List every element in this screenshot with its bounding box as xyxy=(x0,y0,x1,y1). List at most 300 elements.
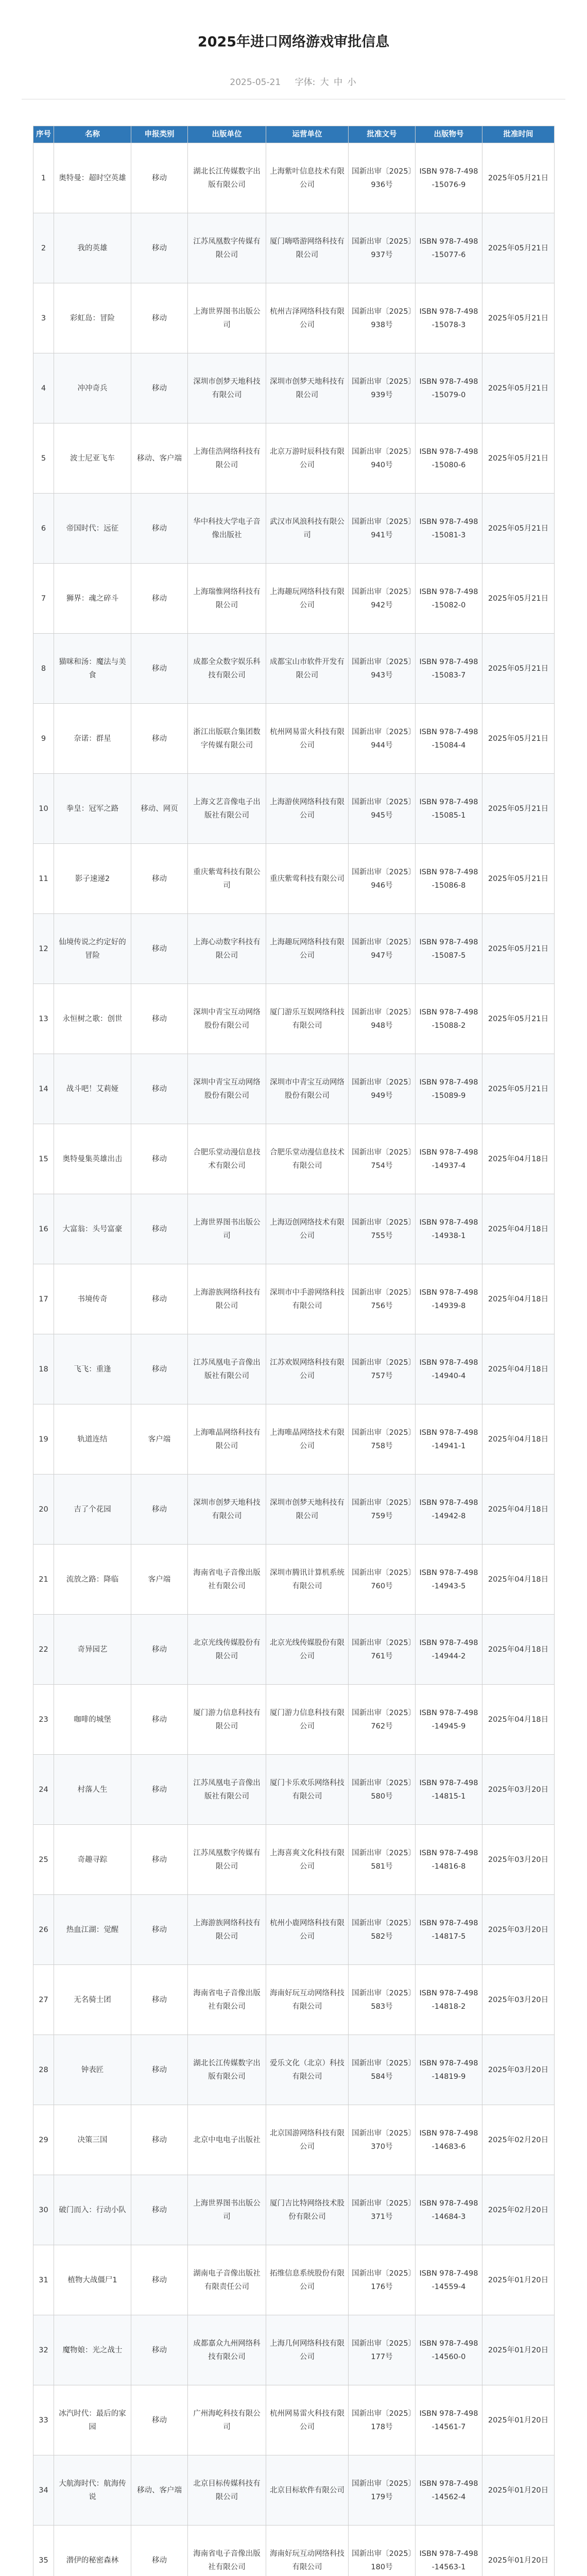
font-size-control xyxy=(294,77,357,88)
cell-col-name: 拳皇：冠军之路 xyxy=(54,774,131,844)
cell-col-category: 移动 xyxy=(131,1965,188,2035)
cell-col-publisher: 深圳市创梦天地科技有限公司 xyxy=(188,1475,266,1545)
cell-col-isbn: ISBN 978-7-498-14561-7 xyxy=(416,2385,482,2455)
table-row xyxy=(33,634,555,704)
table-row xyxy=(33,143,555,213)
cell-col-name: 战斗吧！艾莉娅 xyxy=(54,1054,131,1124)
cell-col-isbn: ISBN 978-7-498-14939-8 xyxy=(416,1264,482,1334)
cell-col-publisher: 湖南电子音像出版社有限责任公司 xyxy=(188,2245,266,2315)
cell-col-isbn: ISBN 978-7-498-14938-1 xyxy=(416,1194,482,1264)
header-col-category: 申报类别 xyxy=(131,126,188,143)
cell-col-approval-date: 2025年05月21日 xyxy=(482,984,555,1054)
cell-col-category: 移动 xyxy=(131,984,188,1054)
cell-col-name: 村落人生 xyxy=(54,1755,131,1825)
cell-col-operator: 北京光线传媒股份有限公司 xyxy=(266,1615,349,1685)
cell-col-name: 飞飞：重逢 xyxy=(54,1334,131,1404)
cell-col-name: 仙境传说之约定好的冒险 xyxy=(54,914,131,984)
table-row xyxy=(33,2455,555,2526)
cell-col-approval-no: 国新出审〔2025〕179号 xyxy=(349,2455,416,2526)
cell-col-isbn: ISBN 978-7-498-15088-2 xyxy=(416,984,482,1054)
table-row xyxy=(33,1965,555,2035)
publish-date: 2025-05-21 xyxy=(230,77,281,88)
cell-col-operator: 北京国游网络科技有限公司 xyxy=(266,2105,349,2175)
cell-col-name: 钟表匠 xyxy=(54,2035,131,2105)
cell-col-name: 帝国时代：远征 xyxy=(54,494,131,564)
table-row xyxy=(33,2385,555,2455)
cell-col-isbn: ISBN 978-7-498-15077-6 xyxy=(416,213,482,283)
cell-col-operator: 深圳市中青宝互动网络股份有限公司 xyxy=(266,1054,349,1124)
cell-col-approval-no: 国新出审〔2025〕942号 xyxy=(349,564,416,634)
font-size-large-button[interactable]: 大 xyxy=(320,77,329,88)
header-col-operator: 运营单位 xyxy=(266,126,349,143)
cell-col-publisher: 上海心动数字科技有限公司 xyxy=(188,914,266,984)
cell-col-isbn: ISBN 978-7-498-14562-4 xyxy=(416,2455,482,2526)
cell-col-isbn: ISBN 978-7-498-15078-3 xyxy=(416,283,482,353)
cell-col-isbn: ISBN 978-7-498-14941-1 xyxy=(416,1404,482,1475)
table-row xyxy=(33,1264,555,1334)
cell-col-category: 移动 xyxy=(131,564,188,634)
cell-col-name: 波士尼亚飞车 xyxy=(54,423,131,494)
cell-col-approval-date: 2025年03月20日 xyxy=(482,2035,555,2105)
font-size-small-button[interactable]: 小 xyxy=(347,77,356,88)
cell-col-category: 移动 xyxy=(131,914,188,984)
cell-col-index: 14 xyxy=(33,1054,54,1124)
cell-col-publisher: 江苏凤凰电子音像出版社有限公司 xyxy=(188,1755,266,1825)
cell-col-index: 10 xyxy=(33,774,54,844)
cell-col-operator: 深圳市腾讯计算机系统有限公司 xyxy=(266,1545,349,1615)
cell-col-category: 移动 xyxy=(131,2245,188,2315)
cell-col-publisher: 湖北长江传媒数字出版有限公司 xyxy=(188,2035,266,2105)
cell-col-approval-no: 国新出审〔2025〕757号 xyxy=(349,1334,416,1404)
cell-col-name: 大富翁：头号富豪 xyxy=(54,1194,131,1264)
cell-col-index: 35 xyxy=(33,2526,54,2576)
cell-col-isbn: ISBN 978-7-498-14684-3 xyxy=(416,2175,482,2245)
cell-col-approval-date: 2025年05月21日 xyxy=(482,213,555,283)
cell-col-name: 流放之路：降临 xyxy=(54,1545,131,1615)
cell-col-name: 奥特曼集英雄出击 xyxy=(54,1124,131,1194)
cell-col-name: 冰汽时代：最后的家园 xyxy=(54,2385,131,2455)
cell-col-index: 22 xyxy=(33,1615,54,1685)
cell-col-index: 25 xyxy=(33,1825,54,1895)
table-row xyxy=(33,283,555,353)
cell-col-approval-no: 国新出审〔2025〕755号 xyxy=(349,1194,416,1264)
cell-col-approval-date: 2025年03月20日 xyxy=(482,1895,555,1965)
cell-col-category: 移动 xyxy=(131,1054,188,1124)
cell-col-operator: 厦门游力信息科技有限公司 xyxy=(266,1685,349,1755)
cell-col-isbn: ISBN 978-7-498-15085-1 xyxy=(416,774,482,844)
cell-col-operator: 上海游侠网络科技有限公司 xyxy=(266,774,349,844)
table-row xyxy=(33,1825,555,1895)
cell-col-index: 12 xyxy=(33,914,54,984)
cell-col-name: 大航海时代：航海传说 xyxy=(54,2455,131,2526)
cell-col-category: 移动、客户端 xyxy=(131,423,188,494)
article-page xyxy=(0,9,587,2571)
cell-col-approval-date: 2025年01月20日 xyxy=(482,2315,555,2385)
cell-col-approval-date: 2025年05月21日 xyxy=(482,774,555,844)
cell-col-name: 魔物娘：光之战士 xyxy=(54,2315,131,2385)
cell-col-index: 3 xyxy=(33,283,54,353)
cell-col-publisher: 海南省电子音像出版社有限公司 xyxy=(188,1965,266,2035)
cell-col-approval-no: 国新出审〔2025〕938号 xyxy=(349,283,416,353)
cell-col-approval-no: 国新出审〔2025〕945号 xyxy=(349,774,416,844)
cell-col-publisher: 深圳中青宝互动网络股份有限公司 xyxy=(188,984,266,1054)
header-col-index: 序号 xyxy=(33,126,54,143)
cell-col-isbn: ISBN 978-7-498-15081-3 xyxy=(416,494,482,564)
cell-col-approval-no: 国新出审〔2025〕937号 xyxy=(349,213,416,283)
cell-col-approval-date: 2025年05月21日 xyxy=(482,143,555,213)
cell-col-publisher: 江苏凤凰数字传媒有限公司 xyxy=(188,1825,266,1895)
cell-col-approval-no: 国新出审〔2025〕761号 xyxy=(349,1615,416,1685)
cell-col-approval-date: 2025年05月21日 xyxy=(482,704,555,774)
cell-col-index: 6 xyxy=(33,494,54,564)
cell-col-category: 移动 xyxy=(131,704,188,774)
cell-col-operator: 厦门吉比特网络技术股份有限公司 xyxy=(266,2175,349,2245)
cell-col-name: 热血江湖：觉醒 xyxy=(54,1895,131,1965)
cell-col-operator: 北京万游时辰科技有限公司 xyxy=(266,423,349,494)
header-col-isbn: 出版物号 xyxy=(416,126,482,143)
table-row xyxy=(33,2245,555,2315)
table-row xyxy=(33,1124,555,1194)
table-row xyxy=(33,1615,555,1685)
cell-col-publisher: 成都嘉众九州网络科技有限公司 xyxy=(188,2315,266,2385)
cell-col-operator: 厦门卡乐欢乐网络科技有限公司 xyxy=(266,1755,349,1825)
cell-col-approval-no: 国新出审〔2025〕948号 xyxy=(349,984,416,1054)
table-row xyxy=(33,2105,555,2175)
cell-col-approval-no: 国新出审〔2025〕582号 xyxy=(349,1895,416,1965)
cell-col-isbn: ISBN 978-7-498-15076-9 xyxy=(416,143,482,213)
cell-col-isbn: ISBN 978-7-498-15083-7 xyxy=(416,634,482,704)
cell-col-publisher: 北京中电电子出版社 xyxy=(188,2105,266,2175)
cell-col-name: 无名骑士团 xyxy=(54,1965,131,2035)
table-row xyxy=(33,1545,555,1615)
cell-col-approval-no: 国新出审〔2025〕758号 xyxy=(349,1404,416,1475)
cell-col-publisher: 深圳中青宝互动网络股份有限公司 xyxy=(188,1054,266,1124)
header-col-publisher: 出版单位 xyxy=(188,126,266,143)
table-row xyxy=(33,1404,555,1475)
cell-col-operator: 上海迈创网络技术有限公司 xyxy=(266,1194,349,1264)
cell-col-publisher: 上海瑞惟网络科技有限公司 xyxy=(188,564,266,634)
cell-col-approval-date: 2025年05月21日 xyxy=(482,1054,555,1124)
cell-col-index: 33 xyxy=(33,2385,54,2455)
cell-col-operator: 杭州小鹿网络科技有限公司 xyxy=(266,1895,349,1965)
cell-col-approval-date: 2025年04月18日 xyxy=(482,1615,555,1685)
cell-col-category: 移动 xyxy=(131,1755,188,1825)
cell-col-index: 19 xyxy=(33,1404,54,1475)
cell-col-name: 书境传奇 xyxy=(54,1264,131,1334)
cell-col-approval-no: 国新出审〔2025〕946号 xyxy=(349,844,416,914)
table-row xyxy=(33,1194,555,1264)
cell-col-category: 移动 xyxy=(131,1475,188,1545)
cell-col-isbn: ISBN 978-7-498-14943-5 xyxy=(416,1545,482,1615)
cell-col-approval-no: 国新出审〔2025〕936号 xyxy=(349,143,416,213)
cell-col-isbn: ISBN 978-7-498-14940-4 xyxy=(416,1334,482,1404)
table-row xyxy=(33,2526,555,2576)
font-size-label: 字体: xyxy=(295,77,316,88)
article-meta xyxy=(0,72,587,93)
cell-col-name: 影子速递2 xyxy=(54,844,131,914)
cell-col-publisher: 浙江出版联合集团数字传媒有限公司 xyxy=(188,704,266,774)
cell-col-publisher: 上海佳浩网络科技有限公司 xyxy=(188,423,266,494)
cell-col-approval-no: 国新出审〔2025〕944号 xyxy=(349,704,416,774)
cell-col-operator: 拓维信息系统股份有限公司 xyxy=(266,2245,349,2315)
cell-col-approval-no: 国新出审〔2025〕756号 xyxy=(349,1264,416,1334)
cell-col-index: 32 xyxy=(33,2315,54,2385)
cell-col-index: 31 xyxy=(33,2245,54,2315)
cell-col-operator: 厦门游乐互娱网络科技有限公司 xyxy=(266,984,349,1054)
cell-col-operator: 上海唯晶网络技术有限公司 xyxy=(266,1404,349,1475)
table-row xyxy=(33,704,555,774)
cell-col-approval-no: 国新出审〔2025〕583号 xyxy=(349,1965,416,2035)
cell-col-approval-no: 国新出审〔2025〕370号 xyxy=(349,2105,416,2175)
cell-col-approval-date: 2025年01月20日 xyxy=(482,2455,555,2526)
cell-col-index: 16 xyxy=(33,1194,54,1264)
cell-col-isbn: ISBN 978-7-498-14816-8 xyxy=(416,1825,482,1895)
cell-col-index: 23 xyxy=(33,1685,54,1755)
cell-col-publisher: 华中科技大学电子音像出版社 xyxy=(188,494,266,564)
cell-col-name: 永恒树之歌：创世 xyxy=(54,984,131,1054)
cell-col-isbn: ISBN 978-7-498-14944-2 xyxy=(416,1615,482,1685)
cell-col-index: 26 xyxy=(33,1895,54,1965)
cell-col-name: 奈诺：群星 xyxy=(54,704,131,774)
cell-col-approval-date: 2025年05月21日 xyxy=(482,494,555,564)
cell-col-operator: 深圳市中手游网络科技有限公司 xyxy=(266,1264,349,1334)
table-row xyxy=(33,2035,555,2105)
cell-col-index: 29 xyxy=(33,2105,54,2175)
cell-col-index: 4 xyxy=(33,353,54,423)
table-row xyxy=(33,1755,555,1825)
cell-col-publisher: 江苏凤凰数字传媒有限公司 xyxy=(188,213,266,283)
cell-col-approval-date: 2025年05月21日 xyxy=(482,844,555,914)
cell-col-isbn: ISBN 978-7-498-14819-9 xyxy=(416,2035,482,2105)
cell-col-operator: 杭州吉泽网络科技有限公司 xyxy=(266,283,349,353)
table-row xyxy=(33,2315,555,2385)
cell-col-index: 18 xyxy=(33,1334,54,1404)
cell-col-name: 奇异园艺 xyxy=(54,1615,131,1685)
cell-col-approval-date: 2025年05月21日 xyxy=(482,423,555,494)
cell-col-category: 移动 xyxy=(131,213,188,283)
cell-col-index: 2 xyxy=(33,213,54,283)
cell-col-approval-no: 国新出审〔2025〕940号 xyxy=(349,423,416,494)
cell-col-approval-no: 国新出审〔2025〕371号 xyxy=(349,2175,416,2245)
cell-col-name: 咖啡的城堡 xyxy=(54,1685,131,1755)
cell-col-publisher: 上海文艺音像电子出版社有限公司 xyxy=(188,774,266,844)
table-row xyxy=(33,774,555,844)
cell-col-isbn: ISBN 978-7-498-15079-0 xyxy=(416,353,482,423)
cell-col-approval-date: 2025年05月21日 xyxy=(482,353,555,423)
cell-col-approval-date: 2025年01月20日 xyxy=(482,2245,555,2315)
table-header xyxy=(33,126,555,143)
cell-col-approval-date: 2025年04月18日 xyxy=(482,1404,555,1475)
cell-col-publisher: 北京光线传媒股份有限公司 xyxy=(188,1615,266,1685)
cell-col-publisher: 广州海屹科技有限公司 xyxy=(188,2385,266,2455)
cell-col-operator: 爱乐文化（北京）科技有限公司 xyxy=(266,2035,349,2105)
table-row xyxy=(33,1334,555,1404)
cell-col-category: 移动 xyxy=(131,2035,188,2105)
table-row xyxy=(33,984,555,1054)
table-row xyxy=(33,1685,555,1755)
cell-col-isbn: ISBN 978-7-498-15089-9 xyxy=(416,1054,482,1124)
cell-col-name: 潜伊的秘密森林 xyxy=(54,2526,131,2576)
cell-col-approval-no: 国新出审〔2025〕754号 xyxy=(349,1124,416,1194)
cell-col-approval-date: 2025年04月18日 xyxy=(482,1334,555,1404)
cell-col-approval-date: 2025年02月20日 xyxy=(482,2175,555,2245)
cell-col-publisher: 湖北长江传媒数字出版有限公司 xyxy=(188,143,266,213)
cell-col-isbn: ISBN 978-7-498-14683-6 xyxy=(416,2105,482,2175)
cell-col-category: 移动 xyxy=(131,1615,188,1685)
cell-col-index: 34 xyxy=(33,2455,54,2526)
cell-col-approval-date: 2025年02月20日 xyxy=(482,2105,555,2175)
cell-col-category: 移动 xyxy=(131,2315,188,2385)
cell-col-index: 28 xyxy=(33,2035,54,2105)
table-row xyxy=(33,564,555,634)
cell-col-operator: 江苏欢娱网络科技有限公司 xyxy=(266,1334,349,1404)
cell-col-approval-no: 国新出审〔2025〕943号 xyxy=(349,634,416,704)
cell-col-operator: 杭州网易雷火科技有限公司 xyxy=(266,2385,349,2455)
cell-col-category: 移动 xyxy=(131,2385,188,2455)
cell-col-approval-no: 国新出审〔2025〕760号 xyxy=(349,1545,416,1615)
cell-col-isbn: ISBN 978-7-498-15087-5 xyxy=(416,914,482,984)
cell-col-publisher: 深圳市创梦天地科技有限公司 xyxy=(188,353,266,423)
cell-col-index: 1 xyxy=(33,143,54,213)
cell-col-index: 20 xyxy=(33,1475,54,1545)
cell-col-name: 奇趣寻踪 xyxy=(54,1825,131,1895)
cell-col-isbn: ISBN 978-7-498-14815-1 xyxy=(416,1755,482,1825)
font-size-medium-button[interactable]: 中 xyxy=(334,77,343,88)
cell-col-approval-date: 2025年04月18日 xyxy=(482,1685,555,1755)
cell-col-approval-date: 2025年04月18日 xyxy=(482,1264,555,1334)
cell-col-operator: 合肥乐堂动漫信息技术有限公司 xyxy=(266,1124,349,1194)
cell-col-category: 移动 xyxy=(131,1194,188,1264)
cell-col-approval-no: 国新出审〔2025〕947号 xyxy=(349,914,416,984)
cell-col-approval-date: 2025年03月20日 xyxy=(482,1825,555,1895)
cell-col-approval-date: 2025年03月20日 xyxy=(482,1965,555,2035)
cell-col-name: 我的英雄 xyxy=(54,213,131,283)
cell-col-operator: 杭州网易雷火科技有限公司 xyxy=(266,704,349,774)
cell-col-approval-no: 国新出审〔2025〕180号 xyxy=(349,2526,416,2576)
cell-col-operator: 上海趣玩网络科技有限公司 xyxy=(266,564,349,634)
cell-col-operator: 海南好玩互动网络科技有限公司 xyxy=(266,2526,349,2576)
cell-col-index: 5 xyxy=(33,423,54,494)
cell-col-isbn: ISBN 978-7-498-14937-4 xyxy=(416,1124,482,1194)
cell-col-isbn: ISBN 978-7-498-14942-8 xyxy=(416,1475,482,1545)
cell-col-publisher: 海南省电子音像出版社有限公司 xyxy=(188,2526,266,2576)
cell-col-approval-no: 国新出审〔2025〕176号 xyxy=(349,2245,416,2315)
cell-col-operator: 武汉市风浪科技有限公司 xyxy=(266,494,349,564)
cell-col-operator: 成都宝山市软件开发有限公司 xyxy=(266,634,349,704)
cell-col-operator: 海南好玩互动网络科技有限公司 xyxy=(266,1965,349,2035)
cell-col-isbn: ISBN 978-7-498-15084-4 xyxy=(416,704,482,774)
cell-col-publisher: 上海世界图书出版公司 xyxy=(188,283,266,353)
cell-col-index: 15 xyxy=(33,1124,54,1194)
cell-col-approval-date: 2025年04月18日 xyxy=(482,1475,555,1545)
cell-col-approval-no: 国新出审〔2025〕581号 xyxy=(349,1825,416,1895)
cell-col-approval-no: 国新出审〔2025〕580号 xyxy=(349,1755,416,1825)
table-row xyxy=(33,423,555,494)
cell-col-category: 移动 xyxy=(131,2175,188,2245)
cell-col-isbn: ISBN 978-7-498-15082-0 xyxy=(416,564,482,634)
cell-col-index: 8 xyxy=(33,634,54,704)
cell-col-category: 移动 xyxy=(131,2105,188,2175)
cell-col-index: 17 xyxy=(33,1264,54,1334)
cell-col-category: 移动 xyxy=(131,1264,188,1334)
cell-col-approval-date: 2025年05月21日 xyxy=(482,914,555,984)
cell-col-isbn: ISBN 978-7-498-14560-0 xyxy=(416,2315,482,2385)
cell-col-publisher: 江苏凤凰电子音像出版社有限公司 xyxy=(188,1334,266,1404)
cell-col-index: 13 xyxy=(33,984,54,1054)
cell-col-name: 冲冲奇兵 xyxy=(54,353,131,423)
cell-col-category: 移动 xyxy=(131,1124,188,1194)
cell-col-isbn: ISBN 978-7-498-14818-2 xyxy=(416,1965,482,2035)
cell-col-approval-date: 2025年01月20日 xyxy=(482,2385,555,2455)
header-col-name: 名称 xyxy=(54,126,131,143)
cell-col-name: 猫咪和汤：魔法与美食 xyxy=(54,634,131,704)
cell-col-category: 移动 xyxy=(131,143,188,213)
cell-col-approval-no: 国新出审〔2025〕584号 xyxy=(349,2035,416,2105)
cell-col-operator: 深圳市创梦天地科技有限公司 xyxy=(266,1475,349,1545)
table-row xyxy=(33,353,555,423)
cell-col-publisher: 上海唯晶网络科技有限公司 xyxy=(188,1404,266,1475)
cell-col-name: 植物大战僵尸1 xyxy=(54,2245,131,2315)
cell-col-approval-date: 2025年03月20日 xyxy=(482,1755,555,1825)
cell-col-index: 27 xyxy=(33,1965,54,2035)
cell-col-operator: 上海喜爽文化科技有限公司 xyxy=(266,1825,349,1895)
table-header-row xyxy=(33,126,555,143)
cell-col-index: 30 xyxy=(33,2175,54,2245)
cell-col-category: 移动 xyxy=(131,353,188,423)
table-row xyxy=(33,844,555,914)
cell-col-category: 客户端 xyxy=(131,1404,188,1475)
cell-col-approval-date: 2025年04月18日 xyxy=(482,1124,555,1194)
cell-col-publisher: 上海游族网络科技有限公司 xyxy=(188,1264,266,1334)
cell-col-index: 24 xyxy=(33,1755,54,1825)
cell-col-publisher: 厦门游力信息科技有限公司 xyxy=(188,1685,266,1755)
cell-col-approval-date: 2025年01月20日 xyxy=(482,2526,555,2576)
cell-col-approval-date: 2025年04月18日 xyxy=(482,1194,555,1264)
game-approval-table xyxy=(33,126,555,2576)
table-body xyxy=(33,143,555,2576)
cell-col-publisher: 海南省电子音像出版社有限公司 xyxy=(188,1545,266,1615)
cell-col-category: 移动 xyxy=(131,844,188,914)
cell-col-category: 移动 xyxy=(131,2526,188,2576)
cell-col-name: 狮界：魂之碎斗 xyxy=(54,564,131,634)
header-col-approval-date: 批准时间 xyxy=(482,126,555,143)
cell-col-publisher: 成都全众数字娱乐科技有限公司 xyxy=(188,634,266,704)
cell-col-category: 移动 xyxy=(131,494,188,564)
cell-col-operator: 上海趣玩网络科技有限公司 xyxy=(266,914,349,984)
cell-col-publisher: 重庆紫莺科技有限公司 xyxy=(188,844,266,914)
header-col-approval-no: 批准文号 xyxy=(349,126,416,143)
cell-col-operator: 北京目标软件有限公司 xyxy=(266,2455,349,2526)
table-row xyxy=(33,213,555,283)
cell-col-index: 7 xyxy=(33,564,54,634)
cell-col-approval-no: 国新出审〔2025〕759号 xyxy=(349,1475,416,1545)
cell-col-approval-date: 2025年04月18日 xyxy=(482,1545,555,1615)
cell-col-isbn: ISBN 978-7-498-14817-5 xyxy=(416,1895,482,1965)
cell-col-approval-date: 2025年05月21日 xyxy=(482,564,555,634)
cell-col-category: 移动 xyxy=(131,283,188,353)
cell-col-approval-date: 2025年05月21日 xyxy=(482,634,555,704)
cell-col-publisher: 合肥乐堂动漫信息技术有限公司 xyxy=(188,1124,266,1194)
cell-col-index: 9 xyxy=(33,704,54,774)
cell-col-category: 客户端 xyxy=(131,1545,188,1615)
cell-col-category: 移动 xyxy=(131,634,188,704)
table-row xyxy=(33,914,555,984)
cell-col-operator: 深圳市创梦天地科技有限公司 xyxy=(266,353,349,423)
cell-col-approval-no: 国新出审〔2025〕939号 xyxy=(349,353,416,423)
table-row xyxy=(33,1054,555,1124)
table-row xyxy=(33,2175,555,2245)
cell-col-publisher: 北京目标传媒科技有限公司 xyxy=(188,2455,266,2526)
